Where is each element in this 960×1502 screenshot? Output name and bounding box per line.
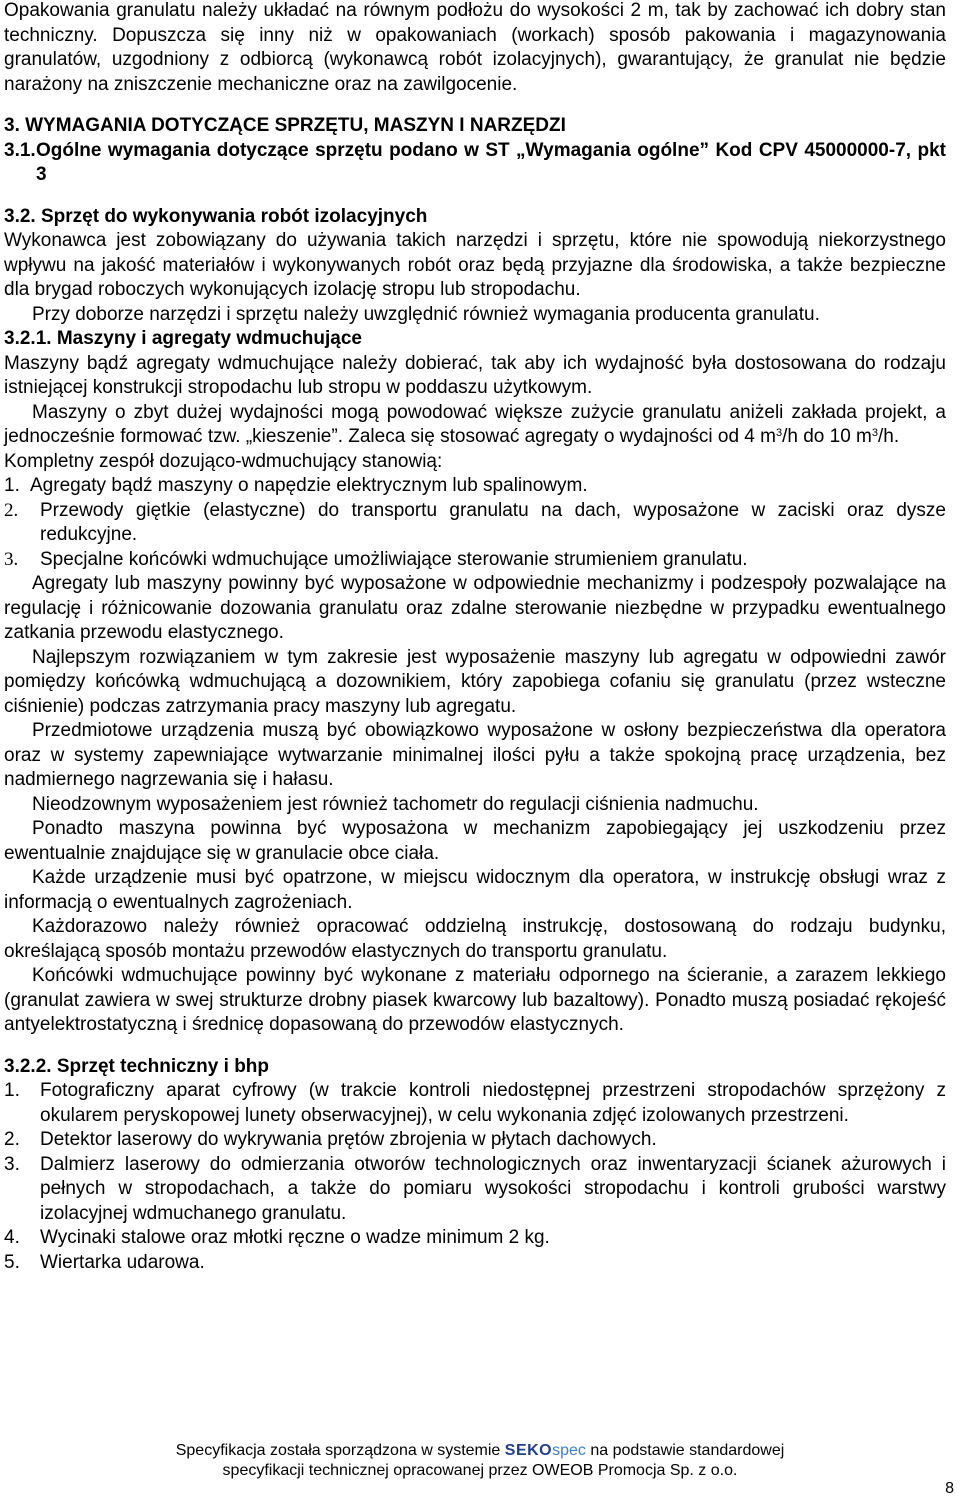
document-page: [4, 0, 946, 1275]
paragraph: Kompletny zespół dozująco-wdmuchujący stanowią:: [4, 450, 443, 472]
paragraph: Wykonawca jest zobowiązany do używania takich narzędzi i sprzętu, które nie spowodują niekorzystnego wpływu na jakość materiałów i wykonywanych robót oraz będą przyjazne dla środowiska, a także bezpieczne dla brygad roboczych wykonujących izolację stropu lub stropodachu.: [4, 230, 946, 300]
paragraph: Ponadto maszyna powinna być wyposażona w mechanizm zapobiegający jej uszkodzeniu przez ewentualnie znajdujące się w granulacie obce ciała.: [4, 818, 946, 864]
section-3-2-1-heading: 3.2.1. Maszyny i agregaty wdmuchujące: [4, 328, 362, 349]
paragraph: Każde urządzenie musi być opatrzone, w miejscu widocznym dla operatora, w instrukcję obsługi wraz z informacją o ewentualnych zagrożeniach.: [4, 867, 946, 913]
paragraph: Przy doborze narzędzi i sprzętu należy uwzględnić również wymagania producenta granulatu.: [32, 303, 820, 325]
section-3-1-heading: [4, 139, 946, 188]
sekospec-logo: SEKOspec: [504, 1442, 586, 1459]
section-3-1-title: Ogólne wymagania dotyczące sprzętu podano w ST „Wymagania ogólne” Kod CPV 45000000-7, pkt 3: [36, 139, 946, 185]
paragraph: Przedmiotowe urządzenia muszą być obowiązkowo wyposażone w osłony bezpieczeństwa dla operatora oraz w systemy zapewniające wytwarzanie minimalnej ilości pyłu a także spokojną pracę urządzenia, bez nadmiernego nagrzewania się i hałasu.: [4, 720, 946, 790]
list-item: 1. Fotograficzny aparat cyfrowy (w trakcie kontroli niedostępnej przestrzeni stropodachów sprzężony z okularem peryskopowej lunety obserwacyjnej), w celu wykonania zdjęć izolowanych przestrzeni.: [4, 1080, 946, 1126]
paragraph: Końcówki wdmuchujące powinny być wykonane z materiału odpornego na ścieranie, a zarazem lekkiego (granulat zawiera w swej strukturze drobny piasek kwarcowy lub bazaltowy). Ponadto muszą posiadać rękojeść antyelektrostatyczną i średnicę dopasowaną do przewodów elastycznych.: [4, 965, 946, 1035]
paragraph: Każdorazowo należy również opracować oddzielną instrukcję, dostosowaną do rodzaju budynku, określającą sposób montażu przewodów elastycznych do transportu granulatu.: [4, 916, 946, 962]
section-3-2-heading: 3.2. Sprzęt do wykonywania robót izolacyjnych: [4, 205, 428, 227]
list-item: 4. Wycinaki stalowe oraz młotki ręczne o wadze minimum 2 kg.: [4, 1227, 550, 1248]
paragraph: Agregaty lub maszyny powinny być wyposażone w odpowiednie mechanizmy i podzespoły pozwalające na regulację i różnicowanie dozowania granulatu oraz zdalne sterowanie niezbędne w przypadku ewentualnego zatkania przewodu elastycznego.: [4, 573, 946, 643]
paragraph: Nieodzownym wyposażeniem jest również tachometr do regulacji ciśnienia nadmuchu.: [32, 793, 759, 815]
list-item: 2. Detektor laserowy do wykrywania prętów zbrojenia w płytach dachowych.: [4, 1129, 657, 1150]
page-footer: [0, 1441, 960, 1481]
page-number: 8: [945, 1480, 954, 1497]
list-item: 3. Dalmierz laserowy do odmierzania otworów technologicznych oraz inwentaryzacji ścianek ażurowych i pełnych w stropodachach, a także do pomiaru wysokości stropodachu i kontroli grubości warstwy izolacyjnej wdmuchanego granulatu.: [4, 1153, 946, 1224]
footer-line-1: Specyfikacja została sporządzona w systemie SEKOspec na podstawie standardowej: [175, 1442, 785, 1459]
equipment-list: [4, 474, 946, 572]
section-3-2-2-heading: 3.2.2. Sprzęt techniczny i bhp: [4, 1055, 270, 1077]
footer-line-2: specyfikacji technicznej opracowanej przez OWEOB Promocja Sp. z o.o.: [222, 1462, 738, 1479]
list-item: 1. Agregaty bądź maszyny o napędzie elektrycznym lub spalinowym.: [4, 475, 588, 496]
list-item: 2. Przewody giętkie (elastyczne) do transportu granulatu na dach, wyposażone w zaciski oraz dysze redukcyjne.: [4, 499, 946, 545]
list-item: 3. Specjalne końcówki wdmuchujące umożliwiające sterowanie strumieniem granulatu.: [4, 548, 748, 570]
intro-paragraph: Opakowania granulatu należy układać na równym podłożu do wysokości 2 m, tak by zachować ich dobry stan techniczny. Dopuszcza się inny niż w opakowaniach (workach) sposób pakowania i magazynowania granulatów, uzgodniony z odbiorcą (wykonawcą robót izolacyjnych), gwarantujący, że granulat nie będzie narażony na zniszczenie mechaniczne oraz na zawilgocenie.: [4, 0, 946, 95]
list-item: 5. Wiertarka udarowa.: [4, 1251, 205, 1273]
section-3-1-number: 3.1.: [4, 139, 36, 161]
section-3-heading: 3. WYMAGANIA DOTYCZĄCE SPRZĘTU, MASZYN I NARZĘDZI: [4, 115, 566, 136]
paragraph: Maszyny o zbyt dużej wydajności mogą powodować większe zużycie granulatu aniżeli zakłada projekt, a jednocześnie formować tzw. „kieszenie”. Zaleca się stosować agregaty o wydajności od 4 $m^3/h$ do 10 $m^3/h$.: [4, 401, 946, 447]
paragraph: Maszyny bądź agregaty wdmuchujące należy dobierać, tak aby ich wydajność była dostosowana do rodzaju istniejącej konstrukcji stropodachu lub stropu w poddaszu użytkowym.: [4, 352, 946, 398]
bhp-equipment-list: [4, 1079, 946, 1275]
paragraph: Najlepszym rozwiązaniem w tym zakresie jest wyposażenie maszyny lub agregatu w odpowiedni zawór pomiędzy końcówką wdmuchującą a dozownikiem, który zapobiega cofaniu się granulatu (przez wsteczne ciśnienie) podczas zatrzymania pracy maszyny lub agregatu.: [4, 646, 946, 717]
